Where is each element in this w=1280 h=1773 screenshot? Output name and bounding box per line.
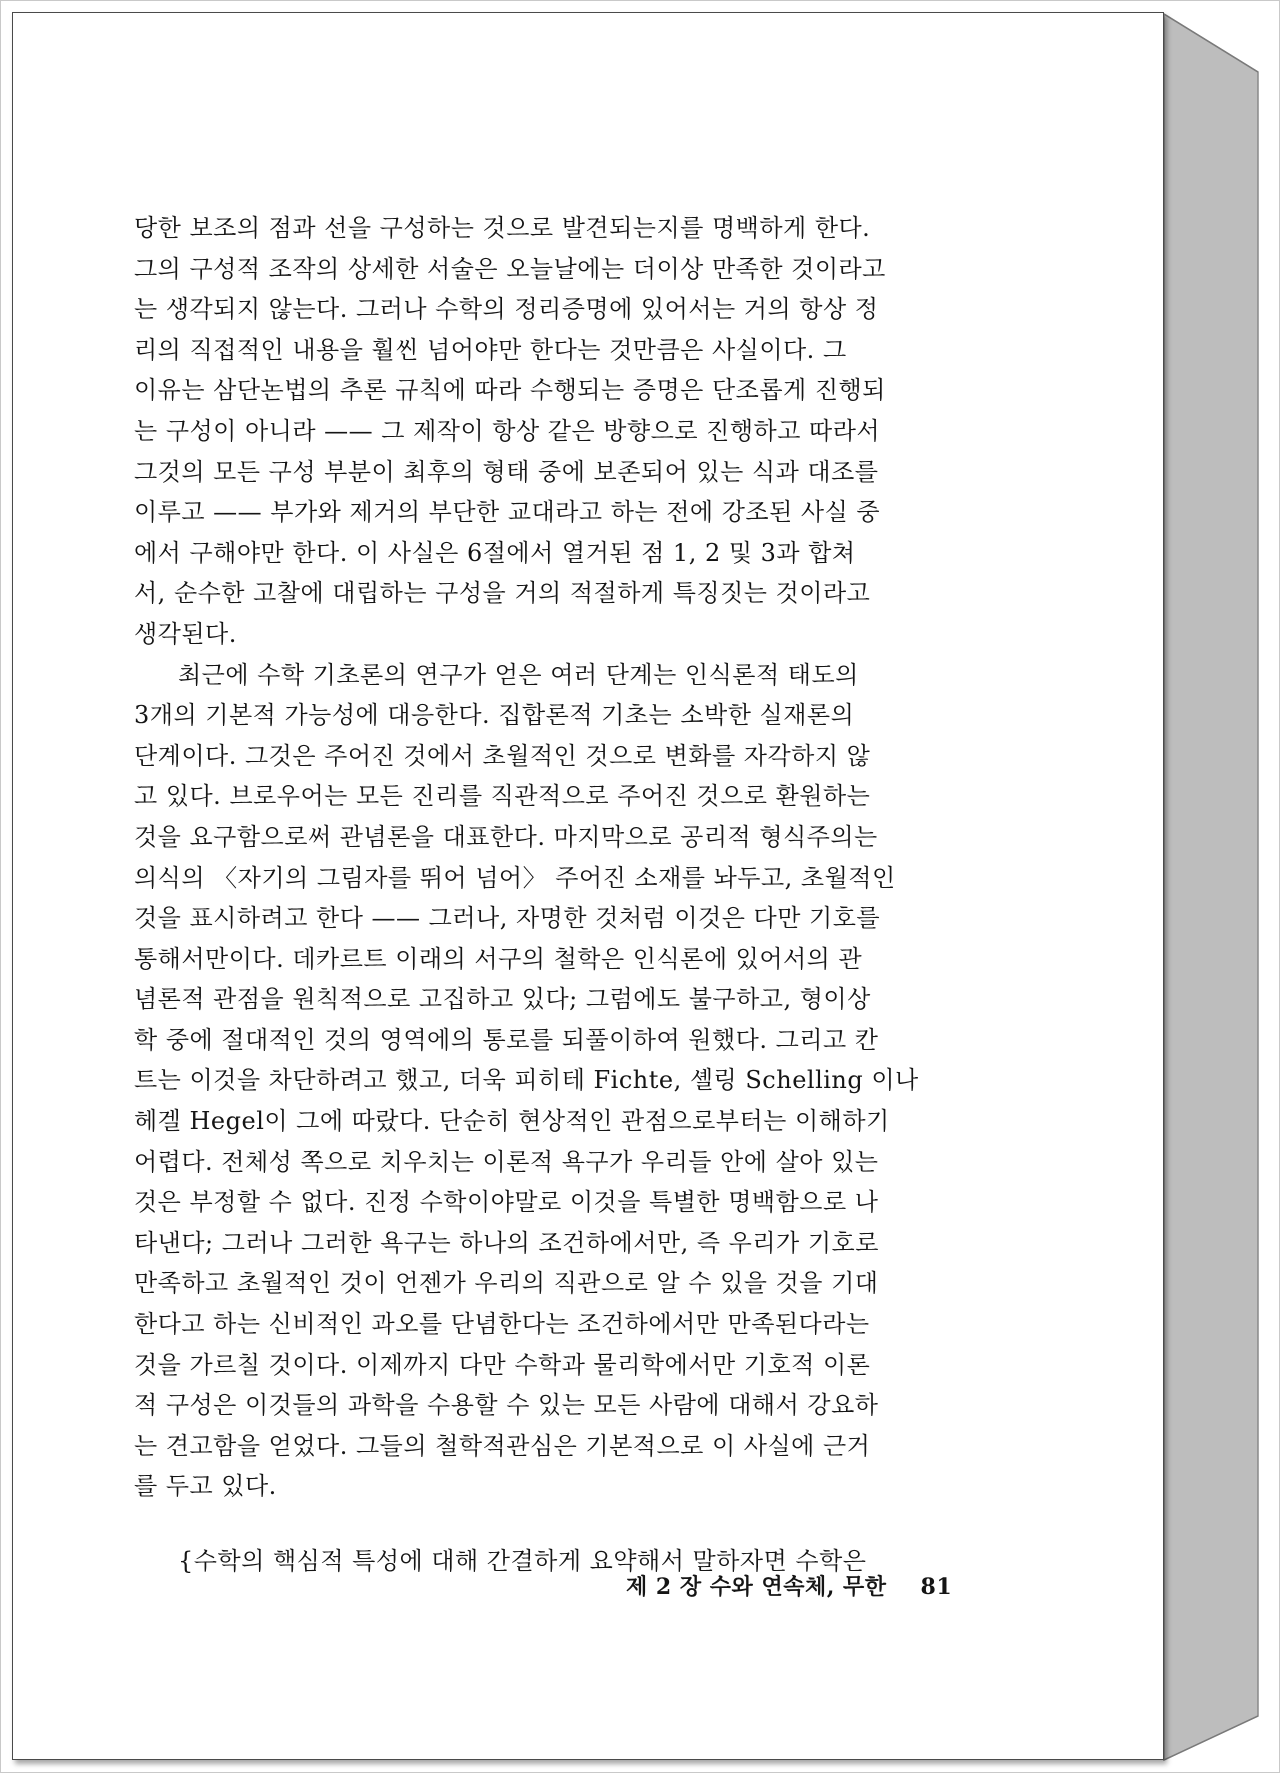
text-line: 트는 이것을 차단하려고 했고, 더욱 피히테 Fichte, 셸링 Schelling 이나 [134,1066,919,1095]
text-line: 것은 부정할 수 없다. 진정 수학이야말로 이것을 특별한 명백함으로 나 [134,1188,879,1217]
page-number: 81 [920,1574,953,1600]
paragraph-gap [134,1507,1018,1541]
text-line: 그것의 모든 구성 부분이 최후의 형태 중에 보존되어 있는 식과 대조를 [134,457,879,486]
text-line: 는 구성이 아니라 —— 그 제작이 항상 같은 방향으로 진행하고 따라서 [134,416,881,445]
page-stack-side-face [1164,14,1258,1760]
text-line: 는 견고함을 얻었다. 그들의 철학적관심은 기본적으로 이 사실에 근거 [134,1431,871,1460]
text-line: 것을 가르칠 것이다. 이제까지 다만 수학과 물리학에서만 기호적 이론 [134,1350,871,1379]
text-line: 고 있다. 브로우어는 모든 진리를 직관적으로 주어진 것으로 환원하는 [134,782,871,811]
text-line: 의식의 〈자기의 그림자를 뛰어 넘어〉 주어진 소재를 놔두고, 초월적인 [134,863,896,892]
text-line: 3개의 기본적 가능성에 대응한다. 집합론적 기초는 소박한 실재론의 [134,701,855,730]
text-line: 최근에 수학 기초론의 연구가 얻은 여러 단계는 인식론적 태도의 [178,660,859,689]
text-line: 통해서만이다. 데카르트 이래의 서구의 철학은 인식론에 있어서의 관 [134,944,863,973]
text-line: 에서 구해야만 한다. 이 사실은 6절에서 열거된 점 1, 2 및 3과 합쳐 [134,538,856,567]
text-line: 를 두고 있다. [134,1472,277,1501]
text-line: 만족하고 초월적인 것이 언젠가 우리의 직관으로 알 수 있을 것을 기대 [134,1269,879,1298]
text-line: 것을 요구함으로써 관념론을 대표한다. 마지막으로 공리적 형식주의는 [134,822,878,851]
text-line: 이유는 삼단논법의 추론 규칙에 따라 수행되는 증명은 단조롭게 진행되 [134,376,886,405]
text-line: 타낸다; 그러나 그러한 욕구는 하나의 조건하에서만, 즉 우리가 기호로 [134,1228,879,1257]
text-line: 적 구성은 이것들의 과학을 수용할 수 있는 모든 사람에 대해서 강요하 [134,1391,879,1420]
text-line: 는 생각되지 않는다. 그러나 수학의 정리증명에 있어서는 거의 항상 정 [134,295,879,324]
text-line: 그의 구성적 조작의 상세한 서술은 오늘날에는 더이상 만족한 것이라고 [134,254,886,283]
text-line: 것을 표시하려고 한다 —— 그러나, 자명한 것처럼 이것은 다만 기호를 [134,904,881,933]
running-footer-chapter: 제 2 장 수와 연속체, 무한 [626,1574,887,1600]
text-line: 단계이다. 그것은 주어진 것에서 초월적인 것으로 변화를 자각하지 않 [134,741,871,770]
text-line: 헤겔 Hegel이 그에 따랐다. 단순히 현상적인 관점으로부터는 이해하기 [134,1107,890,1136]
text-line: 어렵다. 전체성 쪽으로 치우치는 이론적 욕구가 우리들 안에 살아 있는 [134,1147,879,1176]
text-line: 이루고 —— 부가와 제거의 부단한 교대라고 하는 전에 강조된 사실 중 [134,498,881,527]
text-line: 당한 보조의 점과 선을 구성하는 것으로 발견되는지를 명백하게 한다. [134,214,871,242]
page-footer [626,1569,1026,1605]
page-body-text [134,208,1018,1582]
text-line: 념론적 관점을 원칙적으로 고집하고 있다; 그럼에도 불구하고, 형이상 [134,985,871,1014]
text-line: {수학의 핵심적 특성에 대해 간결하게 요약해서 말하자면 수학은 [178,1547,867,1575]
page-stack-edge [1158,0,1266,1773]
text-line: 서, 순수한 고찰에 대립하는 구성을 거의 적절하게 특징짓는 것이라고 [134,579,871,608]
text-line: 학 중에 절대적인 것의 영역에의 통로를 되풀이하여 원했다. 그리고 칸 [134,1025,879,1054]
text-line: 한다고 하는 신비적인 과오를 단념한다는 조건하에서만 만족된다라는 [134,1310,870,1339]
text-line: 리의 직접적인 내용을 훨씬 넘어야만 한다는 것만큼은 사실이다. 그 [134,335,847,364]
text-line: 생각된다. [134,619,237,648]
